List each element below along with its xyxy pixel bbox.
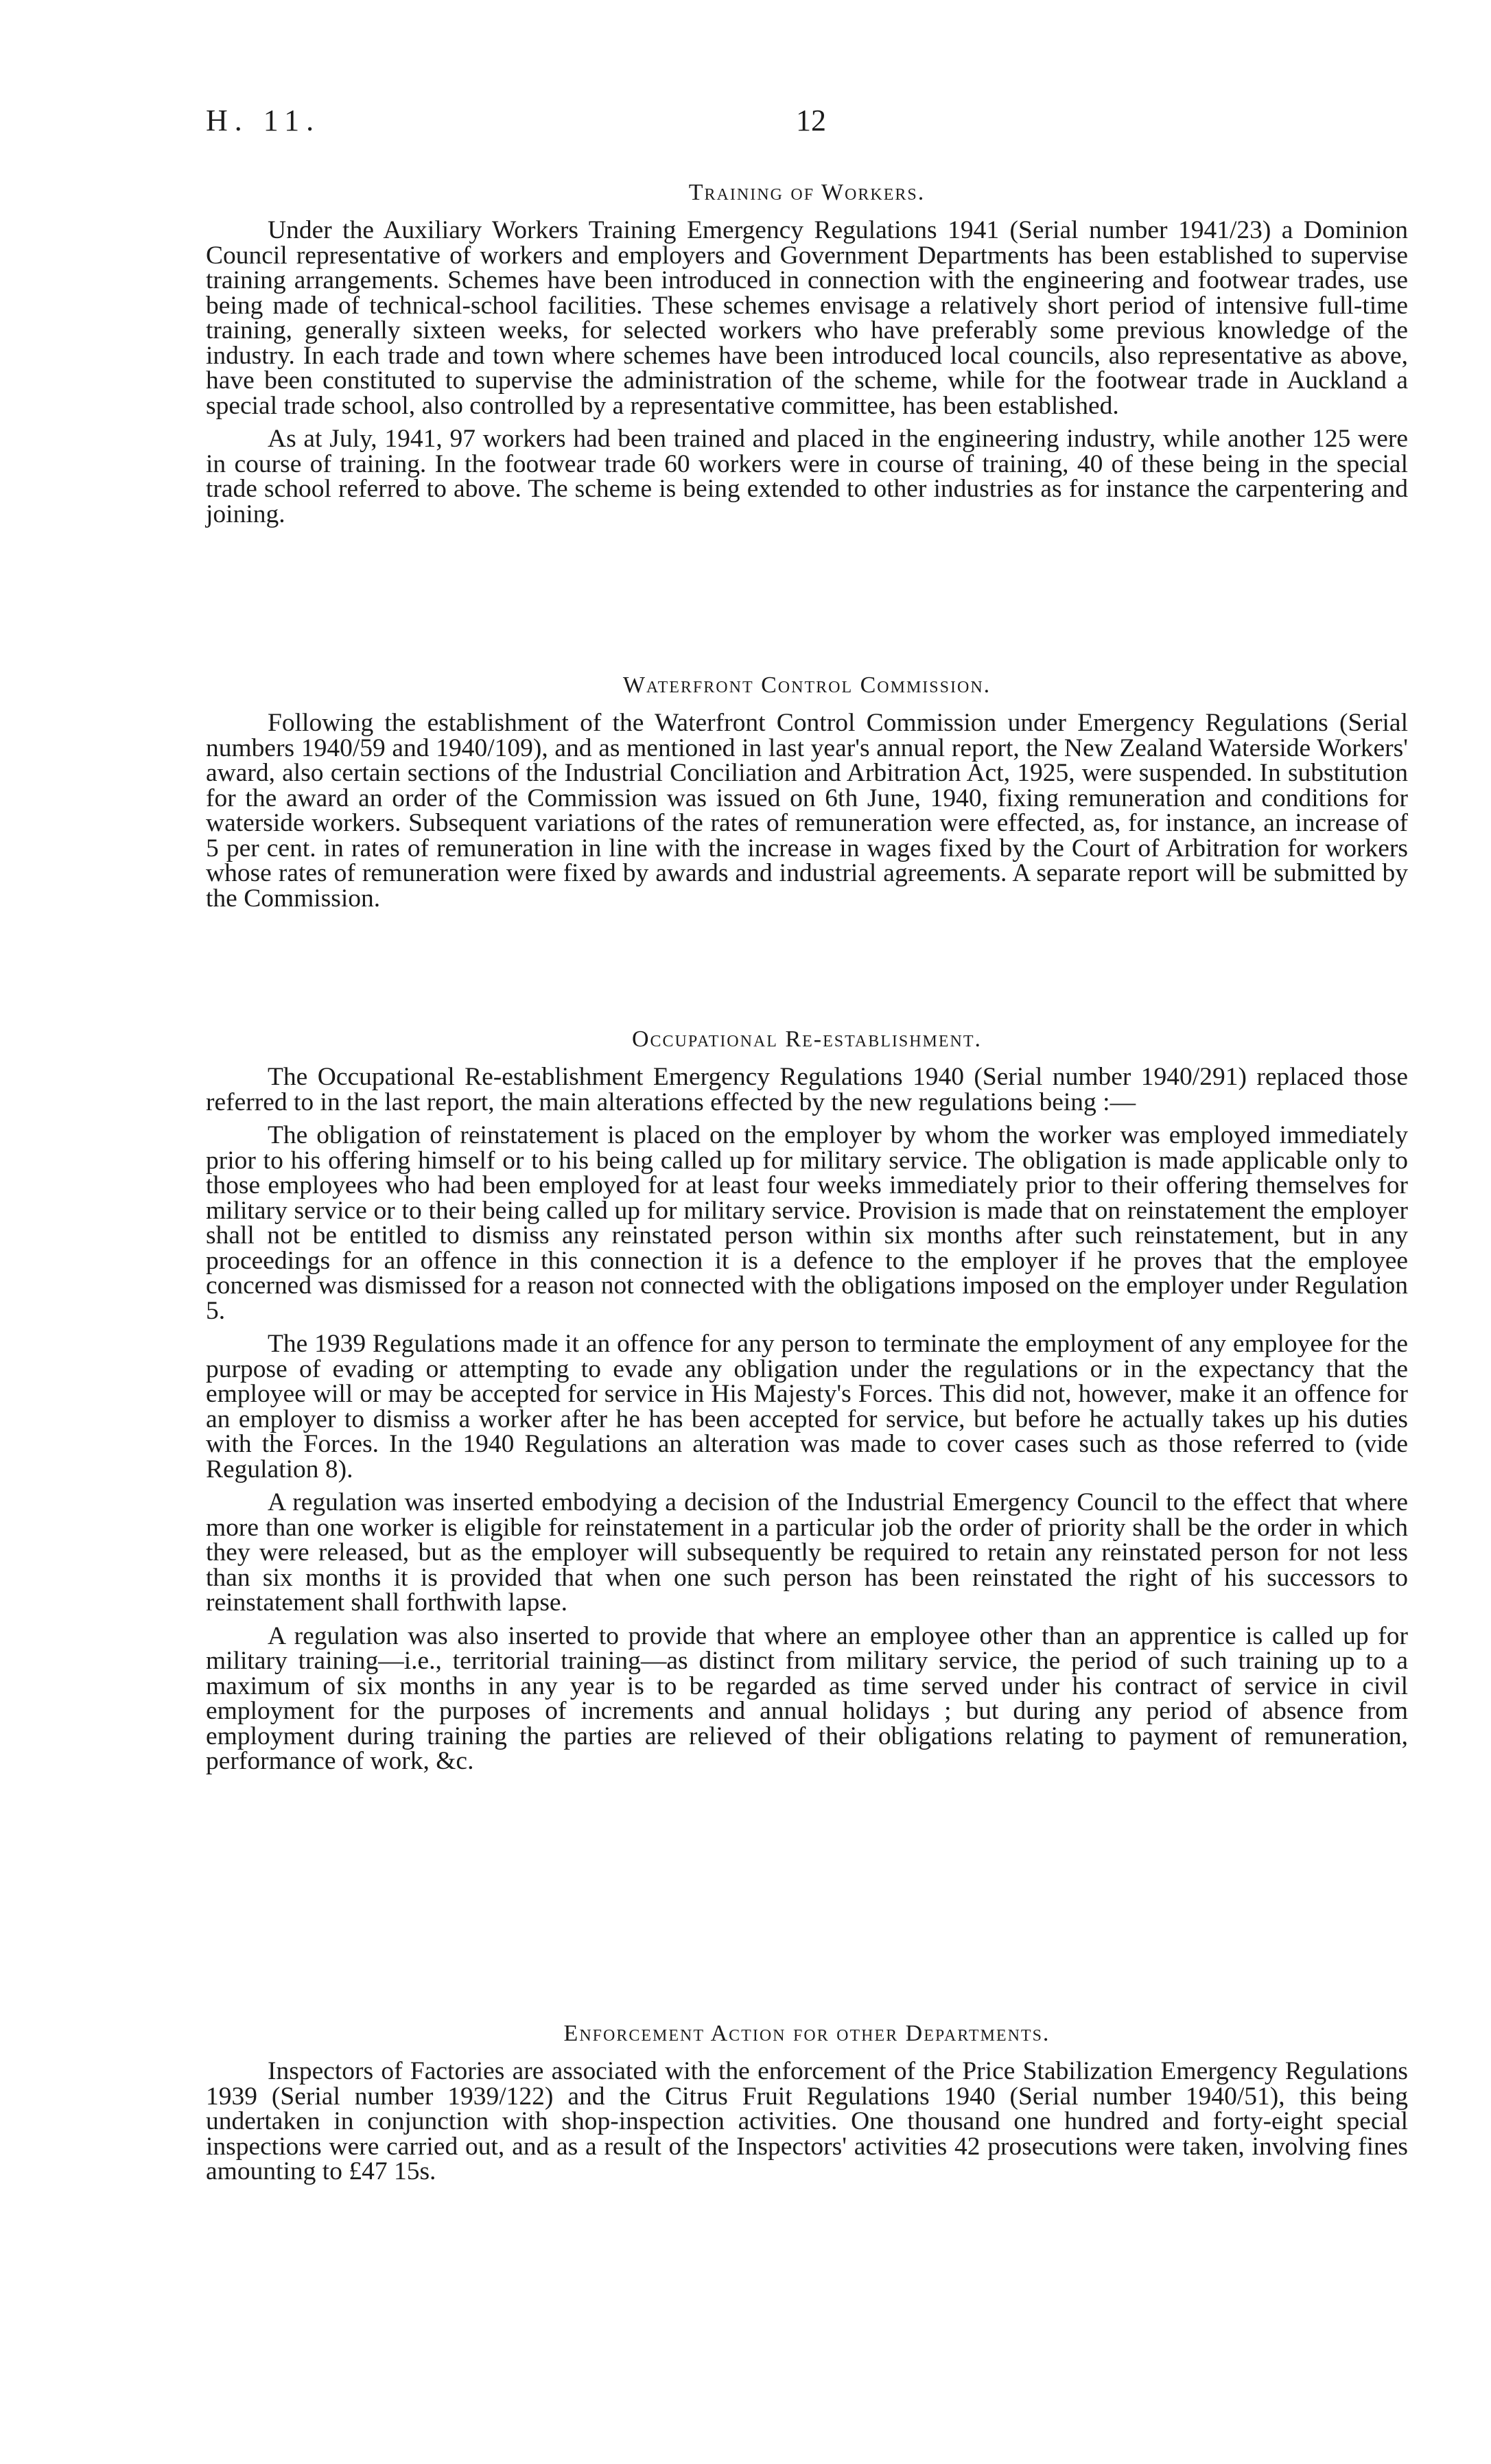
section-heading: Waterfront Control Commission. bbox=[622, 672, 991, 698]
paragraph: A regulation was inserted embodying a decision of the Industrial Emergency Council to the effect that where more than one worker is eligible for reinstatement in a particular job the order of priority shall be the order in which they were released, but as the employer will subsequently be required to retain any reinstated person for not less than six months it is provided that when one such person has been reinstated the right of his successors to reinstatement shall forthwith lapse. bbox=[206, 1488, 1408, 1617]
page-header bbox=[206, 103, 1290, 144]
section-occupational-re-establishment bbox=[206, 1026, 1408, 1783]
paragraph: A regulation was also inserted to provide that where an employee other than an apprentice is called up for military training—i.e., territorial training—as distinct from military service, the period of such training up to a maximum of six months in any year is to be regarded as time served under his contract of service in civil employment for the purposes of increments and annual holidays ; but during any period of absence from employment during training the parties are relieved of their obligations relating to payment of remuneration, performance of work, &c. bbox=[206, 1621, 1408, 1775]
section-heading: Enforcement Action for other Departments. bbox=[563, 2021, 1050, 2046]
section-enforcement-action bbox=[206, 2021, 1408, 2193]
paragraph: The obligation of reinstatement is placed on the employer by whom the worker was employed immediately prior to his offering himself or to his being called up for military service. The obligation is made applicable only to those employees who had been employed for at least four weeks immediately prior to their offering themselves for military service or to their being called up for military service. Provision is made that on reinstatement the employer shall not be entitled to dismiss any reinstated person within six months after such reinstatement, but in any proceedings for an offence in this connection it is a defence to the employer if he proves that the employee concerned was dismissed for a reason not connected with the obligations imposed on the employer under Regulation 5. bbox=[206, 1121, 1408, 1325]
section-heading: Occupational Re-establishment. bbox=[631, 1026, 983, 1052]
paragraph: The 1939 Regulations made it an offence for any person to terminate the employment of any employee for the purpose of evading or attempting to evade any obligation under the regulations or in the expectancy that the employee will or may be accepted for service in His Majesty's Forces. This did not, however, make it an offence for an employer to dismiss a worker after he has been accepted for service, but before he actually takes up his duties with the Forces. In the 1940 Regulations an alteration was made to cover cases such as those referred to (vide Regulation 8). bbox=[206, 1330, 1408, 1483]
section-waterfront-control-commission bbox=[206, 672, 1408, 919]
section-training-of-workers bbox=[206, 180, 1408, 535]
document-reference: H. 11. bbox=[206, 104, 321, 137]
section-heading: Training of Workers. bbox=[688, 180, 926, 205]
paragraph: As at July, 1941, 97 workers had been trained and placed in the engineering industry, while another 125 were in course of training. In the footwear trade 60 workers were in course of training, 40 of these being in the special trade school referred to above. The scheme is being extended to other industries as for instance the carpentering and joining. bbox=[206, 425, 1408, 528]
paragraph: Inspectors of Factories are associated with the enforcement of the Price Stabilization Emergency Regulations 1939 (Serial number 1939/122) and the Citrus Fruit Regulations 1940 (Serial number 1940/51), this being undertaken in conjunction with shop-inspection activities. One thousand one hundred and forty-eight special inspections were carried out, and as a result of the Inspectors' activities 42 prosecutions were taken, involving fines amounting to £47 15s. bbox=[206, 2057, 1408, 2185]
page-number: 12 bbox=[796, 104, 826, 137]
paragraph: Following the establishment of the Waterfront Control Commission under Emergency Regulations (Serial numbers 1940/59 and 1940/109), and as mentioned in last year's annual report, the New Zealand Waterside Workers' award, also certain sections of the Industrial Conciliation and Arbitration Act, 1925, were suspended. In substitution for the award an order of the Commission was issued on 6th June, 1940, fixing remuneration and conditions for waterside workers. Subsequent variations of the rates of remuneration were effected, as, for instance, an increase of 5 per cent. in rates of remuneration in line with the increase in wages fixed by the Court of Arbitration for workers whose rates of remuneration were fixed by awards and industrial agreements. A separate report will be submitted by the Commission. bbox=[206, 709, 1408, 913]
paragraph: Under the Auxiliary Workers Training Emergency Regulations 1941 (Serial number 1941/23) a Dominion Council representative of workers and employers and Government Departments has been established to supervise training arrangements. Schemes have been introduced in connection with the engineering and footwear trades, use being made of technical-school facilities. These schemes envisage a relatively short period of intensive full-time training, generally sixteen weeks, for selected workers who have preferably some previous knowledge of the industry. In each trade and town where schemes have been introduced local councils, also representative as above, have been constituted to supervise the administration of the scheme, while for the footwear trade in Auckland a special trade school, also controlled by a representative committee, has been established. bbox=[206, 216, 1408, 420]
paragraph: The Occupational Re-establishment Emergency Regulations 1940 (Serial number 1940/291) replaced those referred to in the last report, the main alterations effected by the new regulations being :— bbox=[206, 1063, 1408, 1116]
